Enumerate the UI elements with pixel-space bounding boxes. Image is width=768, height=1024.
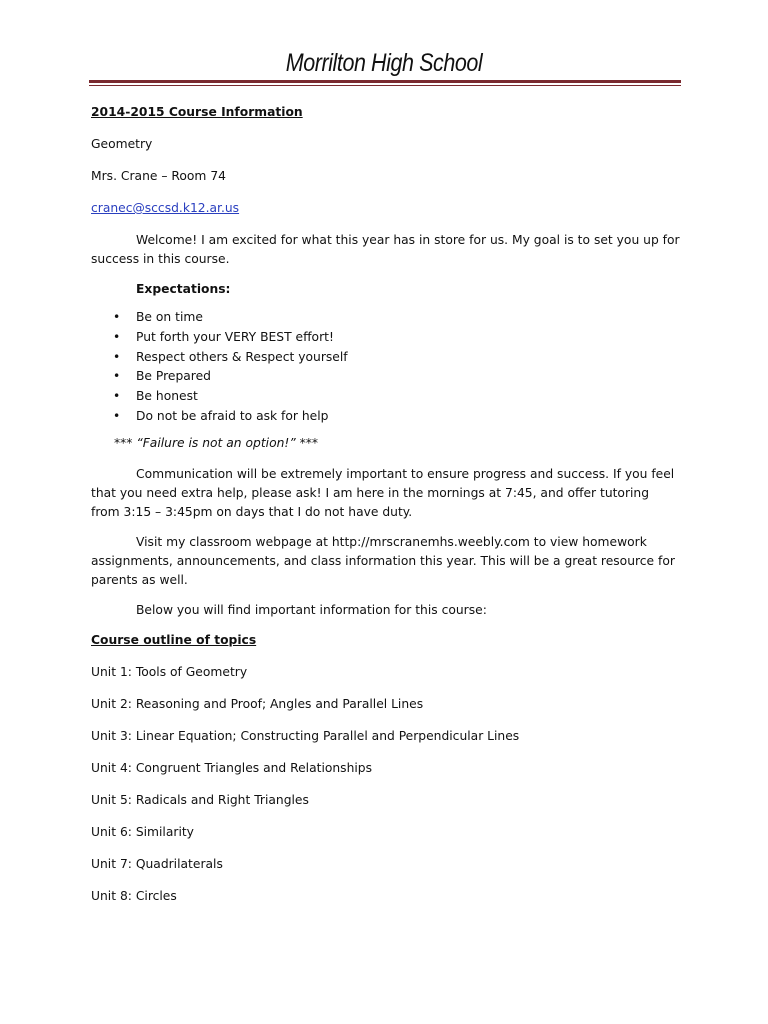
expectations-label: Expectations: bbox=[136, 282, 231, 296]
unit-item: Unit 2: Reasoning and Proof; Angles and Parallel Lines bbox=[91, 696, 424, 711]
bullet-icon: • bbox=[113, 369, 121, 384]
list-item: • Respect others & Respect yourself bbox=[91, 348, 681, 368]
course-info-heading: 2014-2015 Course Information bbox=[91, 105, 303, 119]
unit-item: Unit 6: Similarity bbox=[91, 824, 194, 839]
bullet-icon: • bbox=[113, 329, 121, 344]
list-item: • Be honest bbox=[91, 387, 681, 407]
list-item: • Do not be afraid to ask for help bbox=[91, 407, 681, 427]
unit-item: Unit 8: Circles bbox=[91, 888, 177, 903]
webpage-paragraph: Visit my classroom webpage at http://mrscranemhs.weebly.com to view homework assignments, announcements, and class information this year. This will be a great resource for parents as well. bbox=[91, 534, 675, 587]
list-item: • Be Prepared bbox=[91, 367, 681, 387]
communication-paragraph: Communication will be extremely important to ensure progress and success. If you feel that you need extra help, please ask! I am here in the mornings at 7:45, and offer tutoring from 3:15 – 3:45pm on days that I do not have duty. bbox=[91, 466, 675, 519]
bullet-icon: • bbox=[113, 349, 121, 364]
below-info-paragraph: Below you will find important information for this course: bbox=[136, 602, 487, 617]
teacher-email-link[interactable]: cranec@sccsd.k12.ar.us bbox=[91, 201, 240, 215]
unit-item: Unit 5: Radicals and Right Triangles bbox=[91, 792, 309, 807]
unit-item: Unit 1: Tools of Geometry bbox=[91, 664, 248, 679]
bullet-icon: • bbox=[113, 310, 121, 324]
bullet-icon: • bbox=[113, 389, 121, 404]
course-subject: Geometry bbox=[91, 137, 153, 151]
school-title: Morrilton High School bbox=[285, 49, 483, 77]
outline-heading: Course outline of topics bbox=[91, 632, 257, 647]
document-body bbox=[91, 103, 681, 919]
bullet-icon: • bbox=[113, 408, 121, 423]
list-item: • Be on time bbox=[91, 308, 681, 328]
expectations-list bbox=[91, 308, 681, 427]
welcome-paragraph: Welcome! I am excited for what this year has in store for us. My goal is to set you up for success in this course. bbox=[91, 233, 680, 266]
header-rule-thick bbox=[89, 80, 681, 83]
teacher-room: Mrs. Crane – Room 74 bbox=[91, 169, 226, 183]
unit-item: Unit 3: Linear Equation; Constructing Parallel and Perpendicular Lines bbox=[91, 728, 520, 743]
header-rule-thin bbox=[89, 85, 681, 86]
motto-quote: *** “Failure is not an option!” *** bbox=[114, 435, 319, 450]
unit-item: Unit 7: Quadrilaterals bbox=[91, 856, 223, 871]
list-item: • Put forth your VERY BEST effort! bbox=[91, 328, 681, 348]
unit-item: Unit 4: Congruent Triangles and Relationships bbox=[91, 760, 373, 775]
